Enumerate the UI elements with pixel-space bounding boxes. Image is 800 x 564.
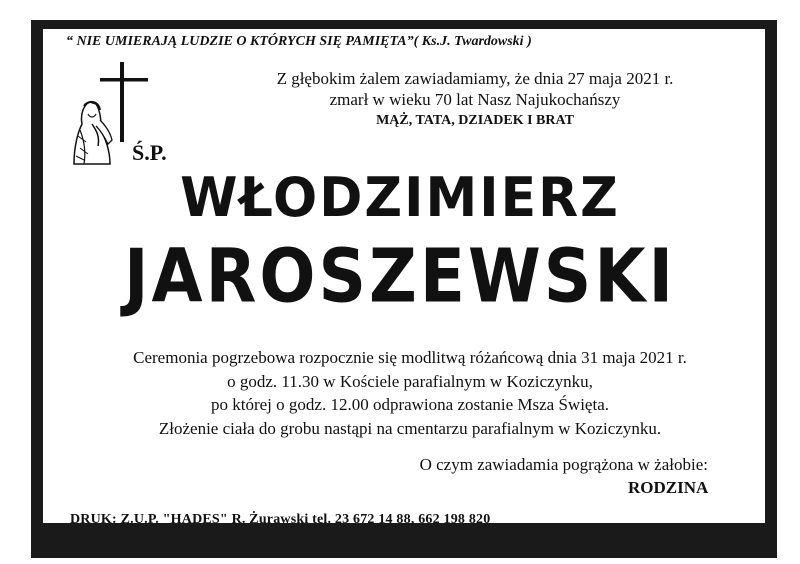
announcement-line-1: Z głębokim żalem zawiadamiamy, że dnia 27 maja 2021 r. <box>276 69 674 88</box>
printer-footer: DRUK: Z.U.P. "HADES" R. Żurawski tel. 23 672 14 88, 662 198 820 <box>70 512 491 527</box>
ceremony-line-3: po której o godz. 12.00 odprawiona zostanie Msza Święta. <box>211 395 609 414</box>
ceremony-line-4: Złożenie ciała do grobu nastąpi na cmentarzu parafialnym w Koziczynku. <box>158 418 662 438</box>
relation-line: MĄŻ, TATA, DZIADEK I BRAT <box>376 113 574 128</box>
motto <box>66 34 532 50</box>
deceased-first-name: WŁODZIMIERZ <box>180 166 620 230</box>
family-signature: RODZINA <box>628 478 709 497</box>
deceased-prefix: Ś.P. <box>132 140 167 165</box>
ceremony-line-2: o godz. 11.30 w Kościele parafialnym w Koziczynku, <box>227 371 593 391</box>
deceased-last-name: JAROSZEWSKI <box>123 233 677 320</box>
ceremony-line-1: Ceremonia pogrzebowa rozpocznie się modlitwą różańcową dnia 31 maja 2021 r. <box>133 348 687 367</box>
announcement <box>195 68 755 131</box>
announcement-line-2: zmarł w wieku 70 lat Nasz Najukochańszy <box>329 90 621 109</box>
motto-quote: “ NIE UMIERAJĄ LUDZIE O KTÓRYCH SIĘ PAMIĘTA” <box>66 34 414 49</box>
mourning-text: O czym zawiadamia pogrążona w żałobie: <box>419 455 708 474</box>
motto-author: ( Ks.J. Twardowski ) <box>413 34 532 49</box>
ceremony-details <box>60 346 760 440</box>
